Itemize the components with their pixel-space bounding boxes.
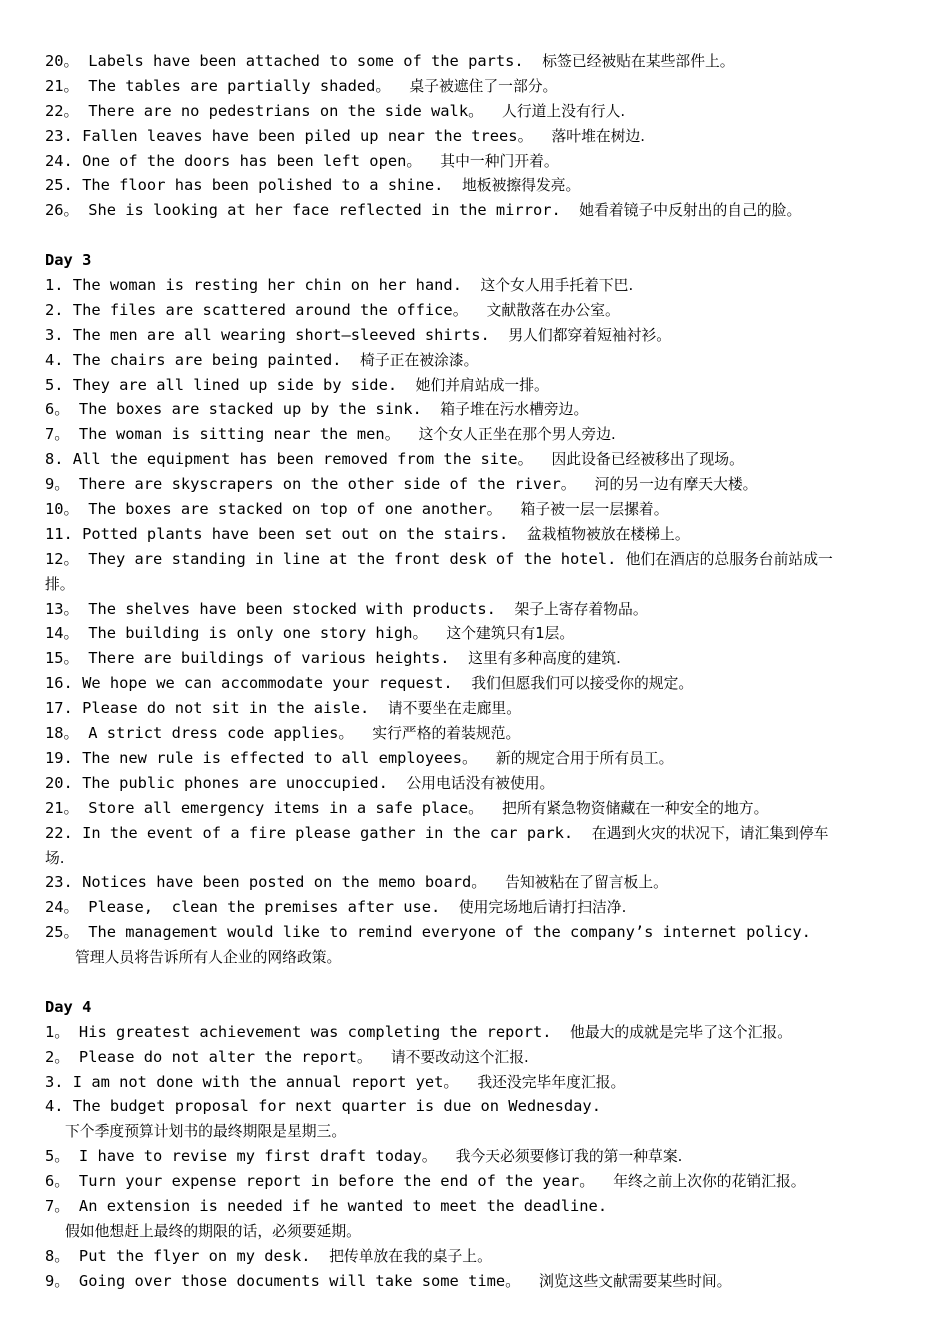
chinese-translation: 告知被粘在了留言板上。 [505, 874, 668, 892]
english-sentence: 3. I am not done with the annual report yet。 [45, 1072, 478, 1091]
english-sentence: 19. The new rule is effected to all employees。 [45, 748, 496, 767]
chinese-translation: 椅子正在被涂漆。 [360, 351, 479, 369]
chinese-translation: 地板被擦得发亮。 [461, 177, 581, 195]
english-sentence: 22. In the event of a fire please gather in the car park. [45, 823, 592, 842]
english-sentence: 9。 There are skyscrapers on the other side of the river。 [45, 475, 595, 494]
english-sentence: 24。 Please, clean the premises after use. [45, 898, 459, 917]
sentence-line [45, 447, 930, 472]
sentence-line [45, 870, 930, 895]
chinese-translation: 箱子被一层一层摞着。 [520, 501, 669, 519]
english-sentence: 8. All the equipment has been removed from the site。 [45, 450, 552, 469]
chinese-translation: 浏览这些文献需要某些时间。 [539, 1272, 732, 1290]
sentence-line [45, 721, 930, 746]
english-sentence: 14。 The building is only one story high。 [45, 624, 447, 643]
chinese-translation: 下个季度预算计划书的最终期限是星期三。 [65, 1123, 347, 1141]
chinese-translation: 我还没完毕年度汇报。 [477, 1073, 626, 1091]
english-sentence: 4. The chairs are being painted. [45, 350, 361, 369]
chinese-translation: 文献散落在办公室。 [486, 301, 620, 319]
english-sentence: 9。 Going over those documents will take some time。 [45, 1271, 540, 1290]
english-sentence: 2。 Please do not alter the report。 [45, 1047, 391, 1066]
chinese-translation: 盆栽植物被放在楼梯上。 [526, 525, 690, 543]
blank-line [45, 223, 930, 248]
sentence-line [45, 522, 930, 547]
sentence-line [45, 1169, 930, 1194]
sentence-line [45, 99, 930, 124]
chinese-translation: 管理人员将告诉所有人企业的网络政策。 [75, 949, 342, 967]
chinese-translation: 其中一种门开着。 [440, 152, 559, 170]
english-sentence: 5. They are all lined up side by side. [45, 375, 416, 394]
english-sentence: 21。 Store all emergency items in a safe place。 [45, 798, 503, 817]
sentence-line [45, 74, 930, 99]
chinese-translation: 他们在酒店的总服务台前站成一 [625, 550, 833, 568]
english-sentence: 1. The woman is resting her chin on her hand. [45, 276, 481, 295]
sentence-line [45, 273, 930, 298]
chinese-translation: 请不要改动这个汇报. [390, 1048, 529, 1066]
english-sentence: 11. Potted plants have been set out on the stairs. [45, 524, 527, 543]
english-sentence: 25. The floor has been polished to a shine. [45, 176, 462, 195]
english-sentence: 5。 I have to revise my first draft today。 [45, 1147, 456, 1166]
sentence-line [45, 597, 930, 622]
chinese-translation: 请不要坐在走廊里。 [387, 700, 522, 718]
english-sentence: 15。 There are buildings of various heights. [45, 649, 469, 668]
sentence-line [45, 1070, 930, 1095]
chinese-translation: 我们但愿我们可以接受你的规定。 [471, 675, 694, 693]
sentence-line [45, 1194, 930, 1219]
sentence-line [45, 646, 930, 671]
sentence-line [45, 298, 930, 323]
chinese-translation: 公用电话没有被使用。 [406, 774, 555, 792]
chinese-translation: 她们并肩站成一排。 [415, 376, 549, 394]
sentence-line [45, 124, 930, 149]
continuation-line [45, 1219, 930, 1244]
sentence-line [45, 397, 930, 422]
english-sentence: 18。 A strict dress code applies。 [45, 724, 373, 743]
english-sentence: 1。 His greatest achievement was completing the report. [45, 1022, 571, 1041]
english-sentence: 25。 The management would like to remind everyone of the company’s internet policy. [45, 923, 811, 942]
sentence-line [45, 348, 930, 373]
chinese-translation: 把传单放在我的桌子上。 [329, 1247, 492, 1265]
english-sentence: 2. The files are scattered around the office。 [45, 300, 487, 319]
chinese-translation: 河的另一边有摩天大楼。 [594, 476, 758, 494]
chinese-translation: 桌子被遮住了一部分。 [409, 77, 558, 95]
sentence-line [45, 149, 930, 174]
sentence-line [45, 746, 930, 771]
english-sentence: 23. Notices have been posted on the memo board。 [45, 873, 506, 892]
sentence-line [45, 497, 930, 522]
section-heading: Day 4 [45, 997, 92, 1016]
chinese-translation: 他最大的成就是完毕了这个汇报。 [570, 1023, 792, 1041]
english-sentence: 10。 The boxes are stacked on top of one another。 [45, 500, 521, 519]
sentence-line [45, 771, 930, 796]
continuation-line [45, 572, 930, 597]
sentence-line [45, 1269, 930, 1294]
continuation-line [45, 945, 930, 970]
sentence-line [45, 796, 930, 821]
sentence-line [45, 821, 930, 846]
english-sentence: 4. The budget proposal for next quarter is due on Wednesday. [45, 1097, 601, 1116]
english-sentence: 16. We hope we can accommodate your request. [45, 674, 472, 693]
english-sentence: 13。 The shelves have been stocked with products. [45, 599, 515, 618]
sentence-line [45, 422, 930, 447]
chinese-translation: 男人们都穿着短袖衬衫。 [508, 326, 672, 344]
chinese-translation: 在遇到火灾的状况下，请汇集到停车 [591, 824, 829, 842]
chinese-translation: 落叶堆在树边. [551, 127, 645, 145]
chinese-translation: 把所有紧急物资储藏在一种安全的地方。 [502, 799, 769, 817]
english-sentence: 7。 An extension is needed if he wanted to meet the deadline. [45, 1196, 608, 1215]
english-sentence: 23. Fallen leaves have been piled up near the trees。 [45, 126, 552, 145]
sentence-line [45, 1144, 930, 1169]
sentence-line [45, 895, 930, 920]
section-heading: Day 3 [45, 251, 92, 270]
sentence-line [45, 1244, 930, 1269]
chinese-translation: 这里有多种高度的建筑. [468, 650, 621, 668]
english-sentence: 17. Please do not sit in the aisle. [45, 699, 388, 718]
chinese-translation: 使用完场地后请打扫洁净. [458, 899, 627, 917]
sentence-line [45, 373, 930, 398]
chinese-translation: 她看着镜子中反射出的自己的脸。 [579, 202, 802, 220]
english-sentence: 21。 The tables are partially shaded。 [45, 76, 410, 95]
english-sentence: 26。 She is looking at her face reflected in the mirror. [45, 201, 580, 220]
english-sentence: 6。 The boxes are stacked up by the sink. [45, 400, 441, 419]
sentence-line [45, 1094, 930, 1119]
chinese-translation: 标签已经被贴在某些部件上。 [542, 53, 735, 70]
chinese-translation: 因此设备已经被移出了现场。 [551, 451, 744, 469]
chinese-translation: 实行严格的着装规范。 [372, 725, 521, 743]
chinese-translation: 这个女人用手托着下巴. [480, 277, 634, 295]
sentence-line [45, 49, 930, 74]
sentence-line [45, 173, 930, 198]
english-sentence: 24. One of the doors has been left open。 [45, 151, 441, 170]
continuation-line [45, 1119, 930, 1144]
chinese-translation: 排。 [45, 575, 75, 593]
sentence-line [45, 472, 930, 497]
chinese-translation: 这个女人正坐在那个男人旁边. [418, 426, 616, 444]
english-sentence: 6。 Turn your expense report in before the end of the year。 [45, 1172, 614, 1191]
chinese-translation: 假如他想赶上最终的期限的话，必须要延期。 [65, 1222, 361, 1240]
sentence-line [45, 323, 930, 348]
english-sentence: 7。 The woman is sitting near the men。 [45, 425, 419, 444]
chinese-translation: 人行道上没有行人. [502, 102, 626, 120]
chinese-translation: 这个建筑只有1层。 [446, 625, 575, 643]
chinese-translation: 年终之前上次你的花销汇报。 [613, 1173, 806, 1191]
sentence-line [45, 671, 930, 696]
chinese-translation: 场. [45, 849, 65, 867]
chinese-translation: 新的规定合用于所有员工。 [495, 749, 674, 767]
sentence-line [45, 1045, 930, 1070]
sentence-line [45, 920, 930, 945]
blank-line [45, 970, 930, 995]
english-sentence: 20。 Labels have been attached to some of the parts. [45, 52, 543, 70]
continuation-line [45, 846, 930, 871]
english-sentence: 3. The men are all wearing short—sleeved shirts. [45, 325, 509, 344]
english-sentence: 12。 They are standing in line at the front desk of the hotel. [45, 549, 626, 568]
chinese-translation: 箱子堆在污水槽旁边。 [440, 401, 589, 419]
chinese-translation: 架子上寄存着物品。 [514, 600, 648, 618]
chinese-translation: 我今天必须要修订我的第一种草案. [455, 1148, 683, 1166]
sentence-line [45, 1020, 930, 1045]
sentence-line [45, 198, 930, 223]
english-sentence: 8。 Put the flyer on my desk. [45, 1246, 330, 1265]
sentence-line [45, 547, 930, 572]
english-sentence: 22。 There are no pedestrians on the side walk。 [45, 101, 503, 120]
sentence-line [45, 621, 930, 646]
sentence-line [45, 696, 930, 721]
english-sentence: 20. The public phones are unoccupied. [45, 773, 407, 792]
